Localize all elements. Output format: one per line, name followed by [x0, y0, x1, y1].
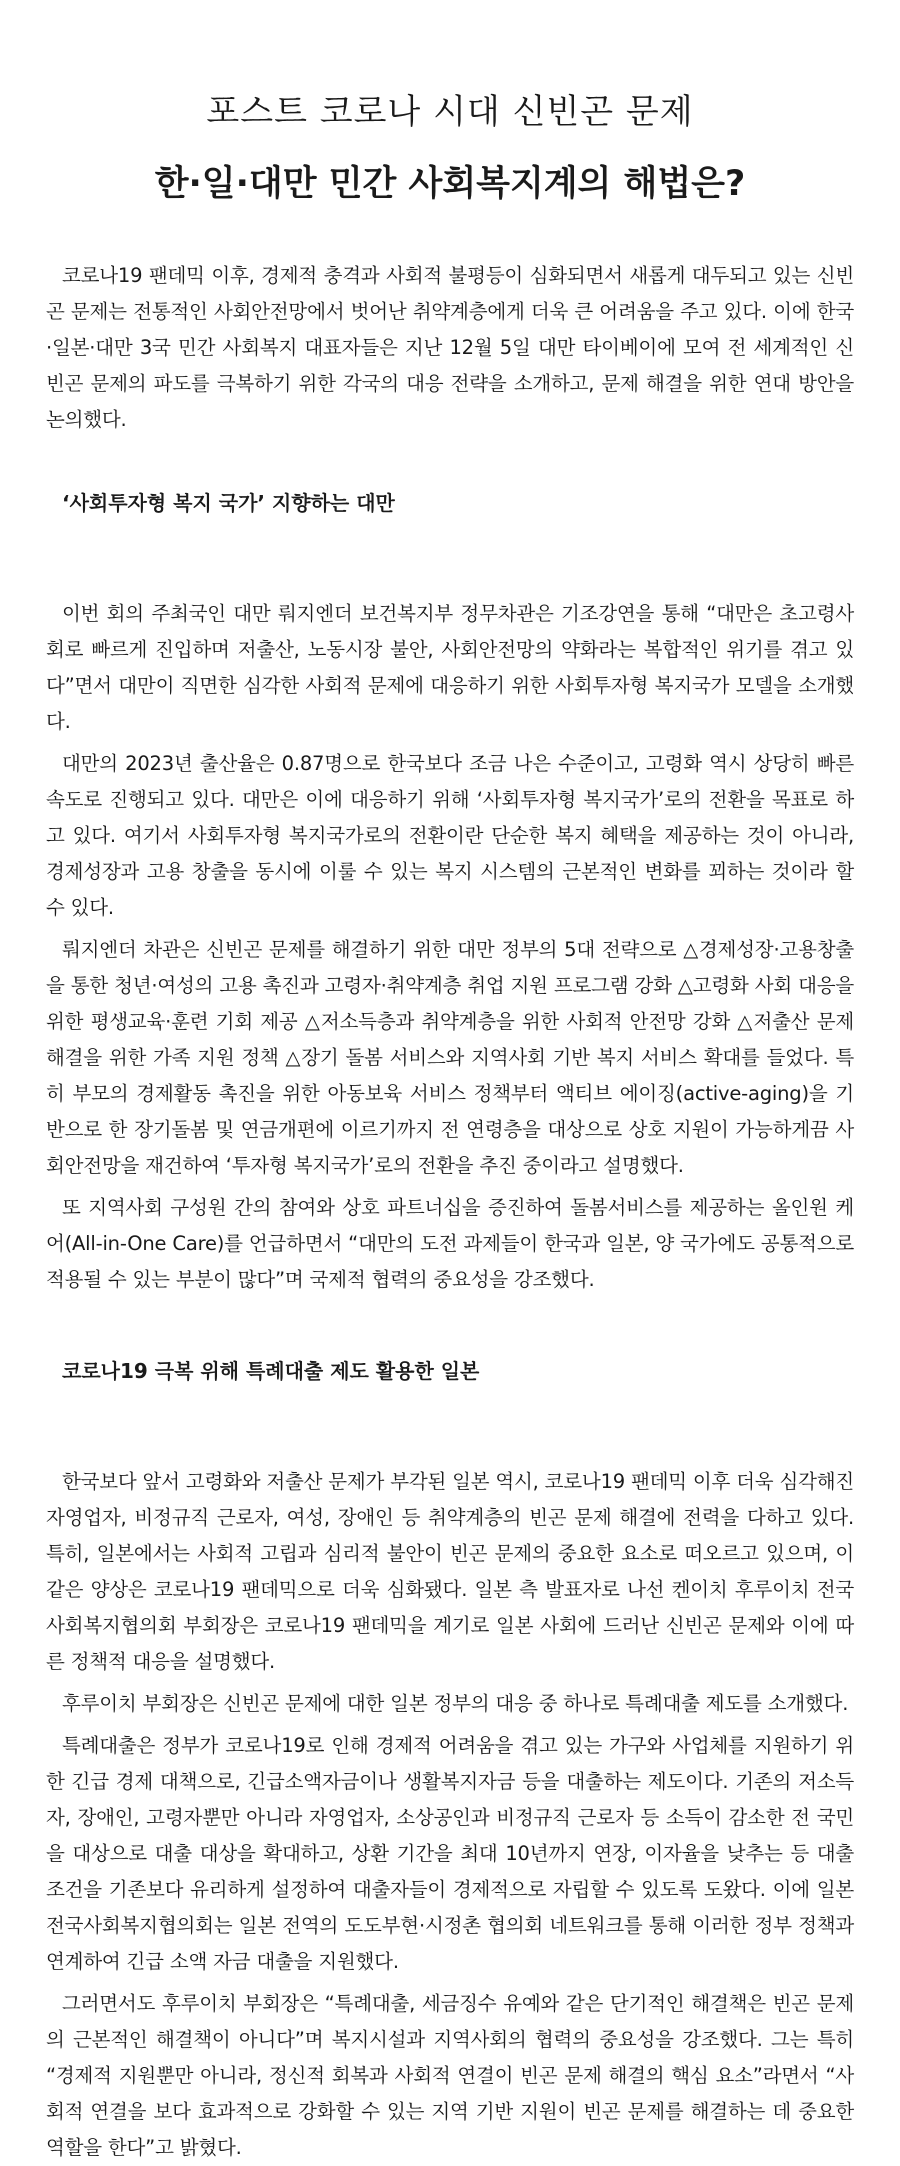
- body-paragraph: 뤄지엔더 차관은 신빈곤 문제를 해결하기 위한 대만 정부의 5대 전략으로 △경제성장·고용창출을 통한 청년·여성의 고용 촉진과 고령자·취약계층 취업 지원 프로그램 강화 △고령화 사회 대응을 위한 평생교육·훈련 기회 제공 △저소득층과 취약계층을 위한 사회적 안전망 강화 △저출산 문제 해결을 위한 가족 지원 정책 △장기 돌봄 서비스와 지역사회 기반 복지 서비스 확대를 들었다. 특히 부모의 경제활동 촉진을 위한 아동보육 서비스 정책부터 액티브 에이징(active-aging)을 기반으로 한 장기돌봄 및 연금개편에 이르기까지 전 연령층을 대상으로 상호 지원이 가능하게끔 사회안전망을 재건하여 ‘투자형 복지국가’로의 전환을 추진 중이라고 설명했다.: [46, 937, 854, 1177]
- article-subtitle: 포스트 코로나 시대 신빈곤 문제: [206, 92, 694, 132]
- body-paragraph: 또 지역사회 구성원 간의 참여와 상호 파트너십을 증진하여 돌봄서비스를 제공하는 올인원 케어(All-in-One Care)를 언급하면서 “대만의 도전 과제들이 한국과 일본, 양 국가에도 공통적으로 적용될 수 있는 부분이 많다”며 국제적 협력의 중요성을 강조했다.: [46, 1195, 854, 1291]
- section-taiwan: [46, 486, 854, 1298]
- body-paragraph: 그러면서도 후루이치 부회장은 “특례대출, 세금징수 유예와 같은 단기적인 해결책은 빈곤 문제의 근본적인 해결책이 아니다”며 복지시설과 지역사회의 협력의 중요성을 강조했다. 그는 특히 “경제적 지원뿐만 아니라, 정신적 회복과 사회적 연결이 빈곤 문제 해결의 핵심 요소”라면서 “사회적 연결을 보다 효과적으로 강화할 수 있는 지역 기반 지원이 빈곤 문제를 해결하는 데 중요한 역할을 한다”고 밝혔다.: [46, 1991, 854, 2159]
- body-paragraph: 이번 회의 주최국인 대만 뤄지엔더 보건복지부 정무차관은 기조강연을 통해 “대만은 초고령사회로 빠르게 진입하며 저출산, 노동시장 불안, 사회안전망의 약화라는 복합적인 위기를 겪고 있다”면서 대만이 직면한 심각한 사회적 문제에 대응하기 위한 사회투자형 복지국가 모델을 소개했다.: [46, 601, 854, 733]
- body-paragraph: 특례대출은 정부가 코로나19로 인해 경제적 어려움을 겪고 있는 가구와 사업체를 지원하기 위한 긴급 경제 대책으로, 긴급소액자금이나 생활복지자금 등을 대출하는 제도이다. 기존의 저소득자, 장애인, 고령자뿐만 아니라 자영업자, 소상공인과 비정규직 근로자 등 소득이 감소한 전 국민을 대상으로 대출 대상을 확대하고, 상환 기간을 최대 10년까지 연장, 이자율을 낮추는 등 대출 조건을 기존보다 유리하게 설정하여 대출자들이 경제적으로 자립할 수 있도록 도왔다. 이에 일본 전국사회복지협의회는 일본 전역의 도도부현·시정촌 협의회 네트워크를 통해 이러한 정부 정책과 연계하여 긴급 소액 자금 대출을 지원했다.: [46, 1733, 854, 1973]
- body-paragraph: 대만의 2023년 출산율은 0.87명으로 한국보다 조금 나은 수준이고, 고령화 역시 상당히 빠른 속도로 진행되고 있다. 대만은 이에 대응하기 위해 ‘사회투자형 복지국가’로의 전환을 목표로 하고 있다. 여기서 사회투자형 복지국가로의 전환이란 단순한 복지 혜택을 제공하는 것이 아니라, 경제성장과 고용 창출을 동시에 이룰 수 있는 복지 시스템의 근본적인 변화를 꾀하는 것이라 할 수 있다.: [46, 751, 854, 919]
- section-heading-taiwan: ‘사회투자형 복지 국가’ 지향하는 대만: [62, 490, 395, 515]
- article-title: 한·일·대만 민간 사회복지계의 해법은?: [154, 164, 746, 205]
- body-paragraph: 한국보다 앞서 고령화와 저출산 문제가 부각된 일본 역시, 코로나19 팬데믹 이후 더욱 심각해진 자영업자, 비정규직 근로자, 여성, 장애인 등 취약계층의 빈곤 문제 해결에 전력을 다하고 있다. 특히, 일본에서는 사회적 고립과 심리적 불안이 빈곤 문제의 중요한 요소로 떠오르고 있으며, 이 같은 양상은 코로나19 팬데믹으로 더욱 심화됐다. 일본 측 발표자로 나선 켄이치 후루이치 전국사회복지협의회 부회장은 코로나19 팬데믹을 계기로 일본 사회에 드러난 신빈곤 문제와 이에 따른 정책적 대응을 설명했다.: [46, 1469, 854, 1673]
- section-heading-japan: 코로나19 극복 위해 특례대출 제도 활용한 일본: [62, 1358, 480, 1383]
- section-japan: [46, 1354, 854, 2166]
- body-paragraph: 후루이치 부회장은 신빈곤 문제에 대한 일본 정부의 대응 중 하나로 특례대출 제도를 소개했다.: [62, 1691, 849, 1715]
- intro-paragraph: 코로나19 팬데믹 이후, 경제적 충격과 사회적 불평등이 심화되면서 새롭게 대두되고 있는 신빈곤 문제는 전통적인 사회안전망에서 벗어난 취약계층에게 더욱 큰 어려움을 주고 있다. 이에 한국·일본·대만 3국 민간 사회복지 대표자들은 지난 12월 5일 대만 타이베이에 모여 전 세계적인 신빈곤 문제의 파도를 극복하기 위한 각국의 대응 전략을 소개하고, 문제 해결을 위한 연대 방안을 논의했다.: [46, 263, 854, 431]
